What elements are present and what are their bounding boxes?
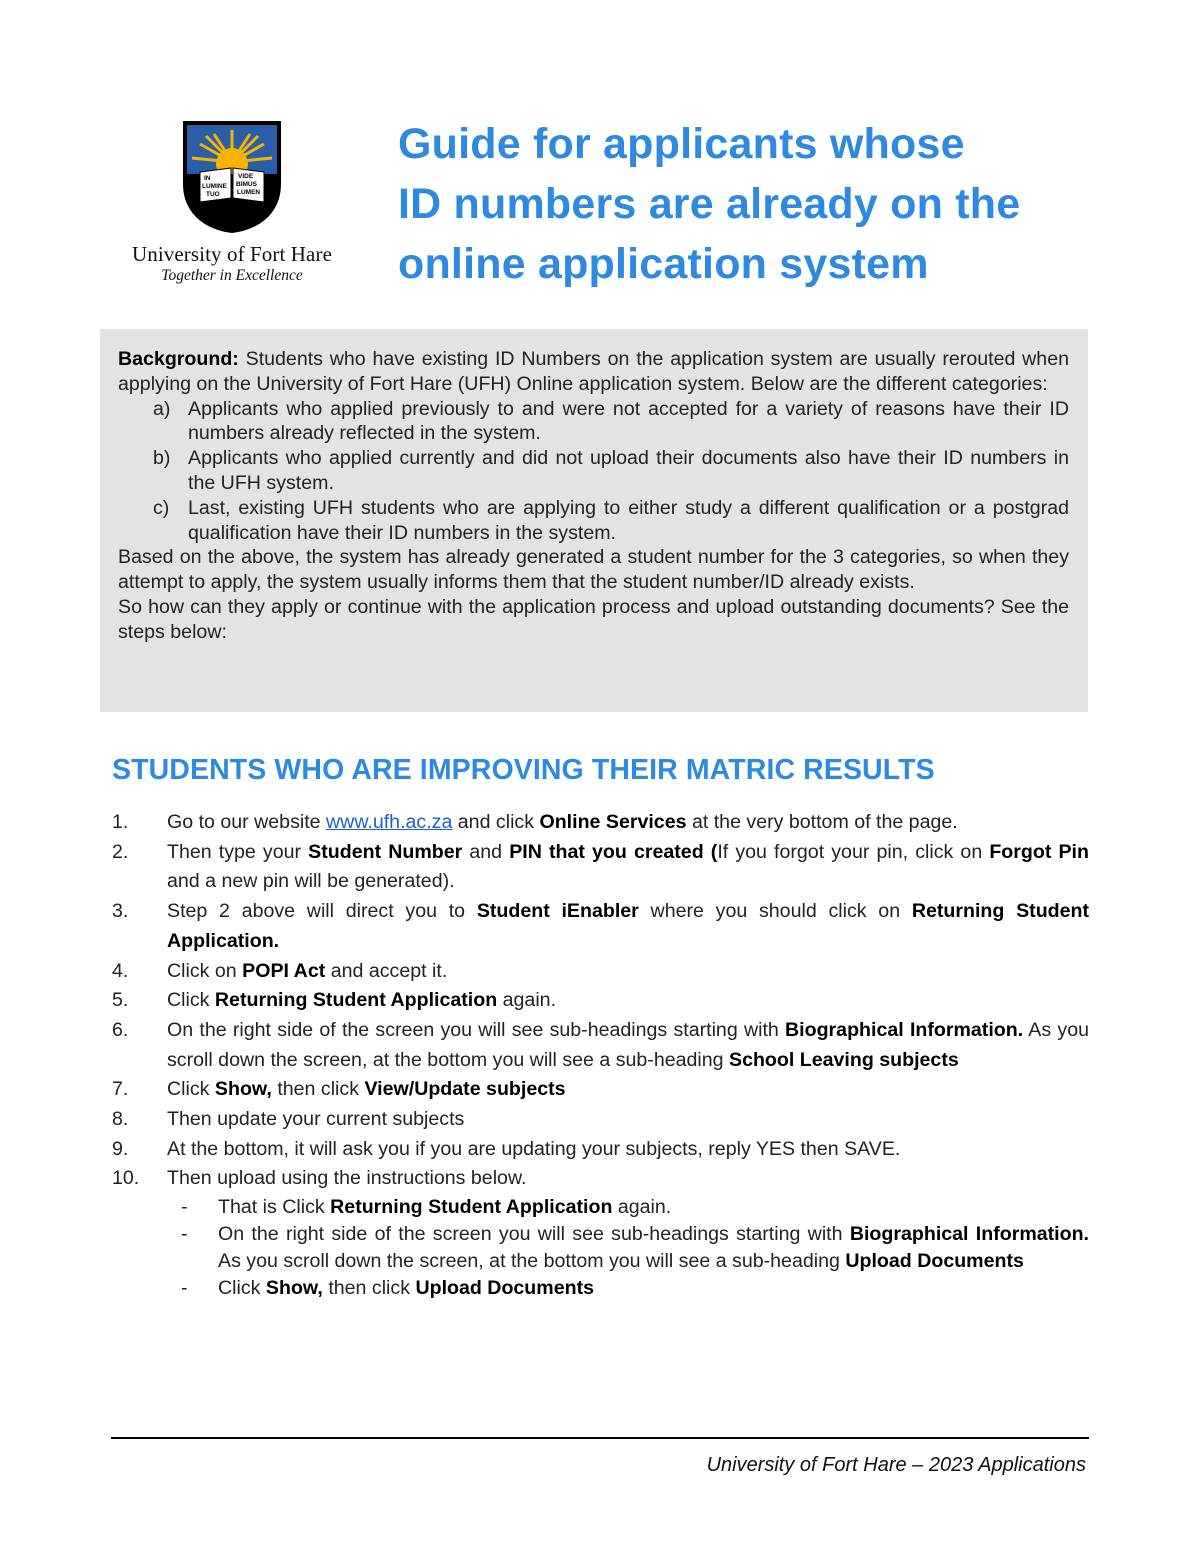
step-bold: Forgot Pin bbox=[989, 840, 1089, 863]
step-bold: Biographical Information. bbox=[785, 1018, 1024, 1041]
step-item bbox=[112, 897, 1089, 956]
step-text: and a new pin will be generated). bbox=[167, 870, 455, 893]
step-item bbox=[112, 1075, 1089, 1105]
step-text: Go to our website bbox=[167, 811, 327, 833]
background-intro bbox=[118, 347, 1069, 397]
step-text: As you scroll down the screen, at the bottom you will see a sub-heading bbox=[167, 1018, 1089, 1071]
step-item bbox=[112, 1164, 1089, 1301]
step-bold: Upload Documents bbox=[845, 1249, 1024, 1272]
step-item bbox=[112, 1135, 1089, 1165]
step-text: Click on bbox=[167, 959, 243, 982]
step-text: at the very bottom of the page. bbox=[686, 811, 958, 833]
step-text: Click bbox=[218, 1276, 266, 1299]
step-item bbox=[112, 1105, 1089, 1135]
step-text: Then upload using the instructions below. bbox=[167, 1167, 527, 1190]
substep-item bbox=[167, 1221, 1089, 1275]
step-text: Then type your bbox=[167, 840, 309, 863]
step-number: 4. bbox=[112, 959, 129, 982]
step-text: Step 2 above will direct you to bbox=[167, 900, 477, 923]
steps-list bbox=[112, 808, 1089, 1301]
crest-text: VIDE bbox=[238, 173, 254, 180]
step-bold: Online Services bbox=[539, 811, 687, 833]
title-line: online application system bbox=[398, 240, 929, 288]
step-text: where you should click on bbox=[638, 900, 912, 923]
footer-divider bbox=[111, 1437, 1089, 1439]
step-text: Click bbox=[167, 1078, 215, 1101]
step-text: then click bbox=[322, 1276, 416, 1299]
substep-dash: - bbox=[181, 1276, 188, 1299]
title-line: Guide for applicants whose bbox=[398, 120, 965, 168]
step-text: and accept it. bbox=[325, 959, 448, 982]
background-label: Background: bbox=[118, 348, 239, 370]
substep-dash: - bbox=[181, 1222, 188, 1245]
category-marker: c) bbox=[153, 496, 170, 519]
step-number: 1. bbox=[112, 811, 129, 833]
substeps-list bbox=[167, 1194, 1089, 1301]
step-item bbox=[112, 957, 1089, 987]
background-paragraph: Based on the above, the system has already generated a student number for the 3 categories, so when they attempt to apply, the system usually informs them that the student number/ID already exists. bbox=[118, 546, 1069, 594]
step-text: again. bbox=[612, 1196, 672, 1219]
category-text: Last, existing UFH students who are applying to either study a different qualification or a postgrad qualification have their ID numbers in the system. bbox=[188, 496, 1069, 544]
crest-text: LUMEN bbox=[237, 189, 261, 196]
category-item bbox=[118, 496, 1069, 546]
step-text: On the right side of the screen you will see sub-headings starting with bbox=[167, 1018, 786, 1041]
step-item bbox=[112, 838, 1089, 897]
university-logo bbox=[112, 112, 352, 285]
step-text: Then update your current subjects bbox=[167, 1108, 465, 1131]
step-number: 2. bbox=[112, 840, 129, 863]
step-bold: Student Number bbox=[308, 840, 463, 863]
step-bold: POPI Act bbox=[242, 959, 326, 982]
category-marker: a) bbox=[153, 397, 171, 420]
footer-text: University of Fort Hare – 2023 Applications bbox=[706, 1454, 1086, 1476]
step-bold: Show, bbox=[214, 1078, 272, 1101]
category-item bbox=[118, 446, 1069, 496]
substep-item bbox=[167, 1194, 1089, 1221]
step-text: then click bbox=[271, 1078, 365, 1101]
step-bold: View/Update subjects bbox=[364, 1078, 566, 1101]
step-number: 7. bbox=[112, 1078, 129, 1101]
substep-item bbox=[167, 1275, 1089, 1302]
step-text: Click bbox=[167, 989, 215, 1012]
step-number: 6. bbox=[112, 1018, 129, 1041]
step-number: 8. bbox=[112, 1108, 129, 1131]
step-number: 10. bbox=[112, 1167, 140, 1190]
university-crest-icon bbox=[180, 118, 284, 236]
category-list bbox=[118, 397, 1069, 546]
step-text: and click bbox=[452, 811, 540, 833]
step-text: again. bbox=[497, 989, 557, 1012]
step-bold: Upload Documents bbox=[415, 1276, 594, 1299]
title-line: ID numbers are already on the bbox=[398, 180, 1021, 228]
step-bold: Returning Student Application. bbox=[167, 900, 1090, 952]
step-bold: Biographical Information. bbox=[849, 1222, 1089, 1245]
step-number: 9. bbox=[112, 1137, 129, 1160]
background-intro-text: Students who have existing ID Numbers on the application system are usually rerouted when applying on the University of Fort Hare (UFH) Online application system. Below are the different categories: bbox=[118, 348, 1069, 395]
step-number: 3. bbox=[112, 900, 129, 923]
step-bold: Returning Student Application bbox=[214, 989, 498, 1012]
step-bold: PIN that you created ( bbox=[509, 840, 718, 863]
step-number: 5. bbox=[112, 989, 129, 1012]
step-text: On the right side of the screen you will see sub-headings starting with bbox=[218, 1222, 850, 1245]
university-motto: Together in Excellence bbox=[161, 267, 303, 284]
crest-text: TUO bbox=[206, 191, 220, 198]
website-link[interactable]: www.ufh.ac.za bbox=[326, 811, 453, 833]
background-paragraph: So how can they apply or continue with the application process and upload outstanding documents? See the steps below: bbox=[118, 595, 1069, 643]
step-text: At the bottom, it will ask you if you are updating your subjects, reply YES then SAVE. bbox=[167, 1137, 901, 1160]
step-text: and bbox=[462, 840, 510, 863]
crest-text: BIMUS bbox=[236, 181, 257, 188]
step-bold: School Leaving subjects bbox=[729, 1048, 959, 1071]
step-item bbox=[112, 808, 1089, 838]
step-bold: Student iEnabler bbox=[476, 900, 639, 923]
step-bold: Returning Student Application bbox=[330, 1196, 613, 1219]
university-name: University of Fort Hare bbox=[131, 242, 332, 266]
step-text: As you scroll down the screen, at the bottom you will see a sub-heading bbox=[218, 1249, 846, 1272]
page-title bbox=[398, 114, 1118, 294]
category-item bbox=[118, 397, 1069, 447]
category-marker: b) bbox=[153, 447, 171, 470]
step-text: That is Click bbox=[218, 1196, 331, 1219]
crest-text: LUMINE bbox=[202, 183, 227, 190]
category-text: Applicants who applied currently and did not upload their documents also have their ID numbers in the UFH system. bbox=[188, 447, 1069, 494]
step-item bbox=[112, 986, 1089, 1016]
step-item bbox=[112, 1016, 1089, 1075]
category-text: Applicants who applied previously to and were not accepted for a variety of reasons have their ID numbers already reflected in the system. bbox=[188, 397, 1069, 445]
substep-dash: - bbox=[181, 1196, 188, 1219]
section-heading: STUDENTS WHO ARE IMPROVING THEIR MATRIC RESULTS bbox=[112, 754, 935, 786]
crest-text: IN bbox=[204, 175, 211, 182]
background-box bbox=[100, 329, 1088, 712]
step-text: If you forgot your pin, click on bbox=[717, 840, 990, 863]
step-bold: Show, bbox=[265, 1276, 323, 1299]
